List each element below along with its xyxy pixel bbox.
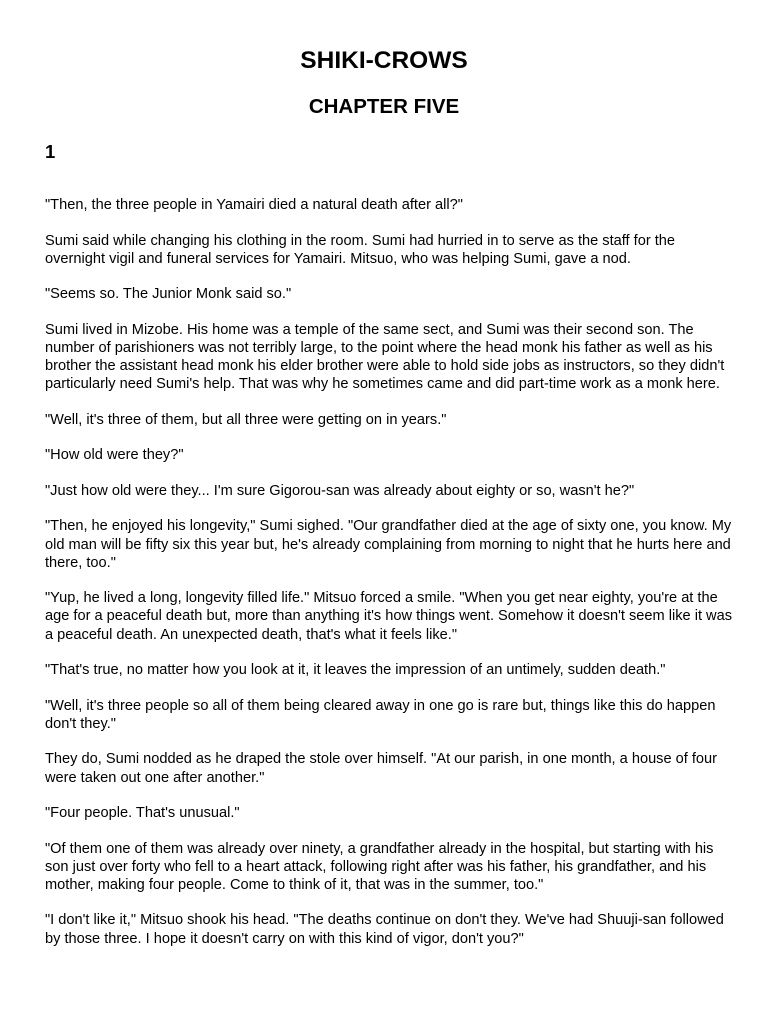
- paragraph: Sumi lived in Mizobe. His home was a temple of the same sect, and Sumi was their second son. The number of parishioners was not terribly large, to the point where the head monk his father as well as his brother the assistant head monk his elder brother were able to hold side jobs as instructors, so they didn't particularly need Sumi's help. That was why he sometimes came and did part-time work as a monk here.: [45, 321, 725, 393]
- paragraph: "Well, it's three of them, but all three were getting on in years.": [45, 411, 447, 428]
- paragraph: "Of them one of them was already over ninety, a grandfather already in the hospital, but starting with his son just over forty who fell to a heart attack, following right after was his father, his grandfather, and his mother, making four people. Come to think of it, that was in the summer, too.": [45, 840, 714, 893]
- paragraph: Sumi said while changing his clothing in the room. Sumi had hurried in to serve as the staff for the overnight vigil and funeral services for Yamairi. Mitsuo, who was helping Sumi, gave a nod.: [45, 232, 676, 267]
- paragraph: "Four people. That's unusual.": [45, 805, 240, 822]
- paragraph: "Well, it's three people so all of them being cleared away in one go is rare but, things like this do happen don't they.": [45, 697, 716, 732]
- paragraph: "Seems so. The Junior Monk said so.": [45, 286, 292, 303]
- book-title: SHIKI-CROWS: [300, 47, 468, 74]
- paragraph: They do, Sumi nodded as he draped the stole over himself. "At our parish, in one month, a house of four were taken out one after another.": [45, 751, 718, 786]
- paragraph: "That's true, no matter how you look at it, it leaves the impression of an untimely, sudden death.": [45, 662, 666, 679]
- chapter-title: CHAPTER FIVE: [308, 95, 460, 118]
- section-number: 1: [45, 141, 56, 162]
- paragraph: "Then, the three people in Yamairi died a natural death after all?": [45, 197, 463, 213]
- paragraph: "Just how old were they... I'm sure Gigorou-san was already about eighty or so, wasn't he?": [45, 482, 635, 499]
- paragraph: "I don't like it," Mitsuo shook his head. "The deaths continue on don't they. We've had Shuuji-san followed by those three. I hope it doesn't carry on with this kind of vigor, don't you?": [45, 912, 724, 947]
- body-text: [45, 196, 735, 965]
- paragraph: "Then, he enjoyed his longevity," Sumi sighed. "Our grandfather died at the age of sixty one, you know. My old man will be fifty six this year but, he's already complaining from morning to night that he hurts here and there, too.": [45, 518, 732, 571]
- paragraph: "Yup, he lived a long, longevity filled life." Mitsuo forced a smile. "When you get near eighty, you're at the age for a peaceful death but, more than anything it's how things went. Somehow it doesn't seem like it was a peaceful death. An unexpected death, that's what it feels like.": [45, 590, 733, 643]
- paragraph: "How old were they?": [45, 447, 184, 464]
